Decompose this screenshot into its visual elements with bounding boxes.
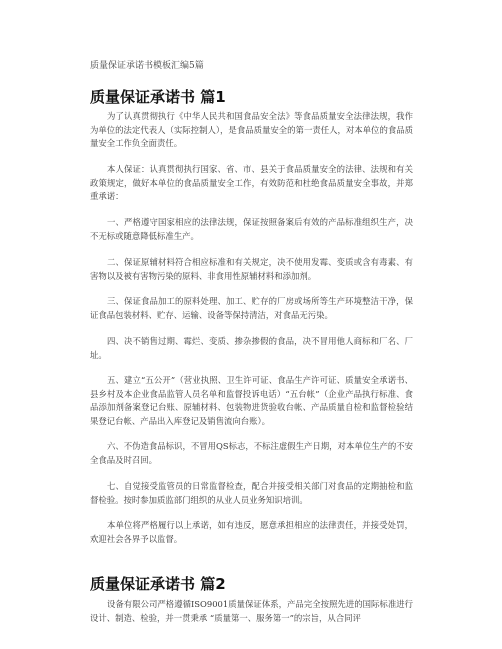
- section-1-paragraph-7: 五、建立“五公开”（营业执照、卫生许可证、食品生产许可证、质量安全承诺书、县乡村及本企业食品监管人员名单和监督投诉电话）“五台帐”（企业产品执行标准、食品添加剂备案登记台账、原辅材料、包装物进货验收台帐、产品质量自检和监督检验结果登记台帐、产品出入库登记及销售流向台账）。: [90, 375, 413, 426]
- section-2-paragraph-1: 设备有限公司严格遵循ISO9001质量保证体系，产品完全按照先进的国际标准进行设计、制造、检验，并一贯秉承 “质量第一、服务第一”的宗旨，从合同评: [90, 599, 413, 623]
- section-1-paragraph-1: 为了认真贯彻执行《中华人民共和国食品安全法》等食品质量安全法律法规，我作为单位的法定代表人（实际控制人），是食品质量安全的第一责任人，对本单位的食品质量安全工作负全面责任。: [90, 111, 413, 148]
- section-1-heading: 质量保证承诺书 篇1: [90, 88, 226, 106]
- section-1-paragraph-8: 六、不伪造食品标识，不冒用QS标志，不标注虚假生产日期，对本单位生产的不安全食品及时召回。: [90, 441, 413, 465]
- section-1-paragraph-2: 本人保证：认真贯彻执行国家、省、市、县关于食品质量安全的法律、法规和有关政策规定，做好本单位的食品质量安全工作，有效防范和杜绝食品质量安全事故，并郑重承诺：: [90, 164, 413, 201]
- section-1-paragraph-9: 七、自觉接受监管员的日常监督检查，配合并接受相关部门对食品的定期抽检和监督检验。按时参加质监部门组织的从业人员业务知识培训。: [90, 481, 413, 505]
- section-1-paragraph-4: 二、保证原辅材料符合相应标准和有关规定，决不使用发霉、变质或含有毒素、有害物以及被有害物污染的原料、非食用性原辅材料和添加剂。: [90, 257, 413, 281]
- section-1-paragraph-6: 四、决不销售过期、霉烂、变质、掺杂掺假的食品，决不冒用他人商标和厂名、厂址。: [90, 336, 413, 360]
- document-title: 质量保证承诺书模板汇编5篇: [90, 61, 204, 71]
- section-2-heading: 质量保证承诺书 篇2: [90, 575, 226, 593]
- section-1-paragraph-10: 本单位将严格履行以上承诺，如有违反，愿意承担相应的法律责任，并接受处罚，欢迎社会各界予以监督。: [90, 520, 413, 544]
- section-1-paragraph-5: 三、保证食品加工的原料处理、加工、贮存的厂房或场所等生产环境整洁干净，保证食品包装材料、贮存、运输、设备等保持清洁，对食品无污染。: [90, 296, 413, 320]
- section-1-paragraph-3: 一、严格遵守国家相应的法律法规，保证按照备案后有效的产品标准组织生产，决不无标或随意降低标准生产。: [90, 217, 413, 241]
